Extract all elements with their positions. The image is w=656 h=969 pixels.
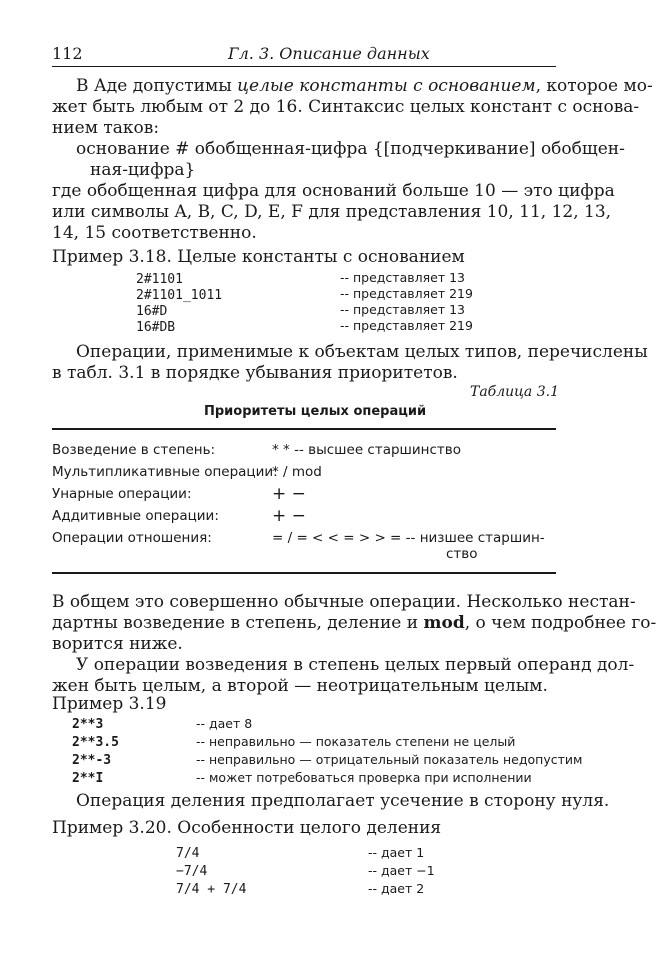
general-line-2: дартны возведение в степень, деление и mod, о чем подробнее го- xyxy=(52,613,656,633)
syntax-line-1: основание # обобщенная-цифра {[подчеркивание] обобщен- xyxy=(76,139,625,159)
general-line-4: У операции возведения в степень целых первый операнд дол- xyxy=(76,655,635,675)
code-line: 2**I xyxy=(72,771,104,786)
general-line-5: жен быть целым, а второй — неотрицательным целым. xyxy=(52,676,548,696)
code-line: 2**-3 xyxy=(72,753,112,768)
table-row-name: Мультипликативные операции: xyxy=(52,464,278,480)
table-row-ops-cont: ство xyxy=(446,546,478,562)
code-line: 16#DB xyxy=(136,320,176,335)
code-comment: -- дает 8 xyxy=(196,716,253,731)
ops-intro-line-2: в табл. 3.1 в порядке убывания приоритетов. xyxy=(52,363,458,383)
code-comment: -- может потребоваться проверка при исполнении xyxy=(196,770,532,785)
code-line: 2**3 xyxy=(72,717,104,732)
intro-line-4: где обобщенная цифра для оснований больше 10 — это цифра xyxy=(52,181,615,201)
table-bottom-rule xyxy=(52,572,556,574)
division-line: Операция деления предполагает усечение в сторону нуля. xyxy=(76,791,610,811)
code-comment: -- представляет 219 xyxy=(340,286,473,301)
running-title: Гл. 3. Описание данных xyxy=(228,44,430,63)
code-comment: -- представляет 13 xyxy=(340,302,465,317)
general-line-1: В общем это совершенно обычные операции. Несколько нестан- xyxy=(52,592,636,612)
table-row-ops: = / = < < = > > = -- низшее старшин- xyxy=(272,530,545,546)
code-line: −7/4 xyxy=(176,864,208,879)
table-row-name: Возведение в степень: xyxy=(52,442,216,458)
general-line-3: ворится ниже. xyxy=(52,634,183,654)
table-row-ops: * / mod xyxy=(272,464,322,480)
code-line: 7/4 + 7/4 xyxy=(176,882,247,897)
code-comment: -- представляет 219 xyxy=(340,318,473,333)
code-line: 16#D xyxy=(136,304,168,319)
intro-line-2: жет быть любым от 2 до 16. Синтаксис целых констант с основа- xyxy=(52,97,640,117)
code-comment: -- дает 2 xyxy=(368,881,425,896)
code-comment: -- представляет 13 xyxy=(340,270,465,285)
code-line: 2#1101_1011 xyxy=(136,288,223,303)
code-comment: -- дает −1 xyxy=(368,863,435,878)
code-line: 2**3.5 xyxy=(72,735,119,750)
code-comment: -- неправильно — показатель степени не целый xyxy=(196,734,516,749)
table-top-rule xyxy=(52,428,556,430)
table-row-name: Операции отношения: xyxy=(52,530,212,546)
code-line: 2#1101 xyxy=(136,272,183,287)
code-comment: -- дает 1 xyxy=(368,845,425,860)
table-row-ops: * * -- высшее старшинство xyxy=(272,442,461,458)
ops-intro-line-1: Операции, применимые к объектам целых типов, перечислены xyxy=(76,342,648,362)
table-row-ops: + − xyxy=(272,484,306,504)
table-label: Таблица 3.1 xyxy=(470,384,559,400)
page-number: 112 xyxy=(52,44,83,63)
intro-line-1: В Аде допустимы целые константы с основанием, которое мо- xyxy=(76,76,653,96)
table-title: Приоритеты целых операций xyxy=(204,404,427,419)
syntax-line-2: ная-цифра} xyxy=(90,160,196,180)
code-comment: -- неправильно — отрицательный показатель недопустим xyxy=(196,752,583,767)
intro-line-6: 14, 15 соответственно. xyxy=(52,223,257,243)
table-row-name: Аддитивные операции: xyxy=(52,508,219,524)
example-3-20-title: Пример 3.20. Особенности целого деления xyxy=(52,818,442,838)
header-rule xyxy=(52,66,556,67)
table-row-ops: + − xyxy=(272,506,306,526)
code-line: 7/4 xyxy=(176,846,200,861)
intro-line-3: нием таков: xyxy=(52,118,160,138)
example-3-18-title: Пример 3.18. Целые константы с основанием xyxy=(52,247,465,267)
intro-line-5: или символы A, B, C, D, E, F для представления 10, 11, 12, 13, xyxy=(52,202,612,222)
example-3-19-title: Пример 3.19 xyxy=(52,694,167,714)
table-row-name: Унарные операции: xyxy=(52,486,192,502)
